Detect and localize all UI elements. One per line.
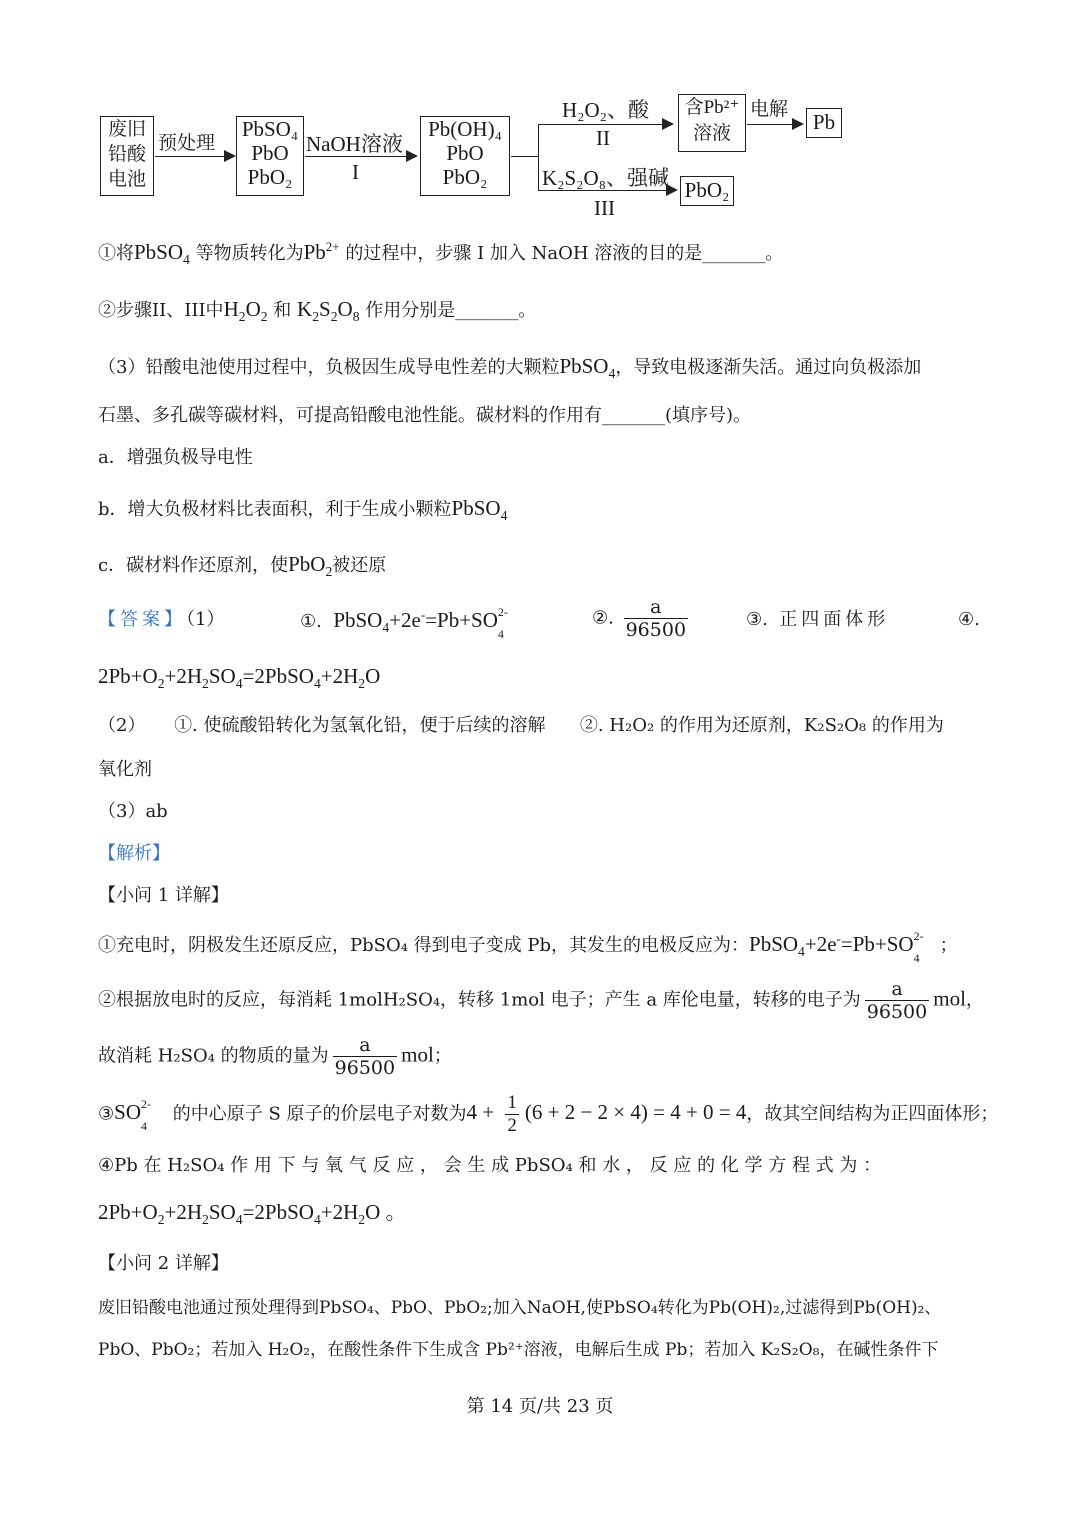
analysis-tag: 【解析】 [98,843,170,864]
box-mix1: PbSO₄ PbO PbO₂ [236,116,304,196]
arrow-right-icon [792,118,804,130]
q2-line1: ①将PbSO$_4$ 等物质转化为$Pb^{2+}$ 的过程中，步骤 I 加入 NaOH 溶液的目的是_______。 [98,239,784,267]
subquestion-2-heading: 【小问 2 详解】 [98,1253,229,1274]
equation-2: $2Pb+O_2+2H_2SO_4=2PbSO_4+2H_2O$ 。 [98,1200,407,1227]
label-k2s2o8-base: K₂S₂O₈、强碱 [542,166,669,190]
explain-1: ①充电时，阴极发生还原反应，PbSO₄ 得到电子变成 Pb，其发生的电极反应为：PbSO$_4$+2e-=Pb+SO 2- 4 ； [98,929,958,965]
explain-4: ③SO 2- 4 的中心原子 S 原子的价层电子对数为4 + $\frac{1}{2}$ (6 + 2 − 2 × 4) = 4 + 0 = 4，故其空间结构为正四面体形； [98,1092,999,1136]
answer-part3: （3）ab [98,801,168,822]
box-pb: Pb [806,108,842,138]
arrow-right-icon [224,150,236,162]
explain-7: PbO、PbO₂；若加入 H₂O₂，在酸性条件下生成含 Pb²⁺溶液，电解后生成 Pb；若加入 K₂S₂O₈，在碱性条件下 [98,1340,939,1360]
arrow-right-icon [662,118,674,130]
answer-part2: （2） ①. 使硫酸铅转化为氢氧化铅，便于后续的溶解 ②. H₂O₂ 的作用为还原剂，K₂S₂O₈ 的作用为 [98,715,944,736]
box-waste-battery: 废旧 铅酸 电池 [100,116,154,196]
page-footer: 第 14 页/共 23 页 [466,1396,614,1417]
q3-line2: 石墨、多孔碳等碳材料，可提高铅酸电池性能。碳材料的作用有_______(填序号)。 [98,405,752,426]
answer-item2: ②. $\frac{a}{96500}$ [592,596,687,641]
box-mix2: Pb(OH)₄ PbO PbO₂ [420,116,510,196]
label-step2: II [596,126,610,150]
answer-item3: ③. 正四面体形 [746,609,890,630]
equation-1: $2Pb+O_2+2H_2SO_4=2PbSO_4+2H_2O$ [98,664,381,691]
explain-2: ②根据放电时的反应，每消耗 1molH₂SO₄，转移 1mol 电子；产生 a 库伦电量，转移的电子为 $\frac{a}{96500}$ mol， [98,978,984,1023]
answer-part2-cont: 氧化剂 [98,759,152,780]
label-h2o2-acid: H₂O₂、酸 [562,98,649,122]
fraction: $\frac{a}{96500}$ [625,596,687,641]
box-pb-solution: 含Pb²⁺ 溶液 [678,94,746,152]
answer-item1: ①. PbSO$_4$+2e-=Pb+SO 2- 4 [300,605,508,641]
explain-3: 故消耗 H₂SO₄ 的物质的量为 $\frac{a}{96500}$ mol； [98,1034,452,1079]
subquestion-1-heading: 【小问 1 详解】 [98,885,229,906]
label-pretreat: 预处理 [158,132,216,154]
answer-item4: ④. [958,609,980,630]
box-pbo2: PbO₂ [680,176,734,206]
label-step1: I [352,160,359,184]
label-step3: III [594,196,615,220]
label-naoh: NaOH溶液 [306,132,403,156]
answer-tag: 【答案】 [98,609,186,630]
q3-line1: （3）铅酸电池使用过程中，负极因生成导电性差的大颗粒PbSO$_4$，导致电极逐渐失活。通过向负极添加 [98,354,922,381]
option-a: a．增强负极导电性 [98,447,253,468]
option-b: b．增大负极材料比表面积，利于生成小颗粒PbSO$_4$ [98,496,508,523]
explain-6: 废旧铅酸电池通过预处理得到PbSO₄、PbO、PbO₂;加入NaOH,使PbSO₄转化为Pb(OH)₂,过滤得到Pb(OH)₂、 [98,1298,942,1318]
label-electrolysis: 电解 [750,98,789,120]
q2-line2: ②步骤II、III中$H_2O_2$ 和 $K_2S_2O_8$ 作用分别是_______。 [98,297,537,324]
explain-5: ④Pb 在 H₂SO₄ 作 用 下 与 氧 气 反 应 ， 会 生 成 PbSO₄ 和 水 ， 反 应 的 化 学 方 程 式 为 ： [98,1155,882,1176]
option-c: c．碳材料作还原剂，使PbO$_2$被还原 [98,552,387,579]
arrow-right-icon [406,150,418,162]
answer-line1: 【答案】（1） [98,609,225,630]
